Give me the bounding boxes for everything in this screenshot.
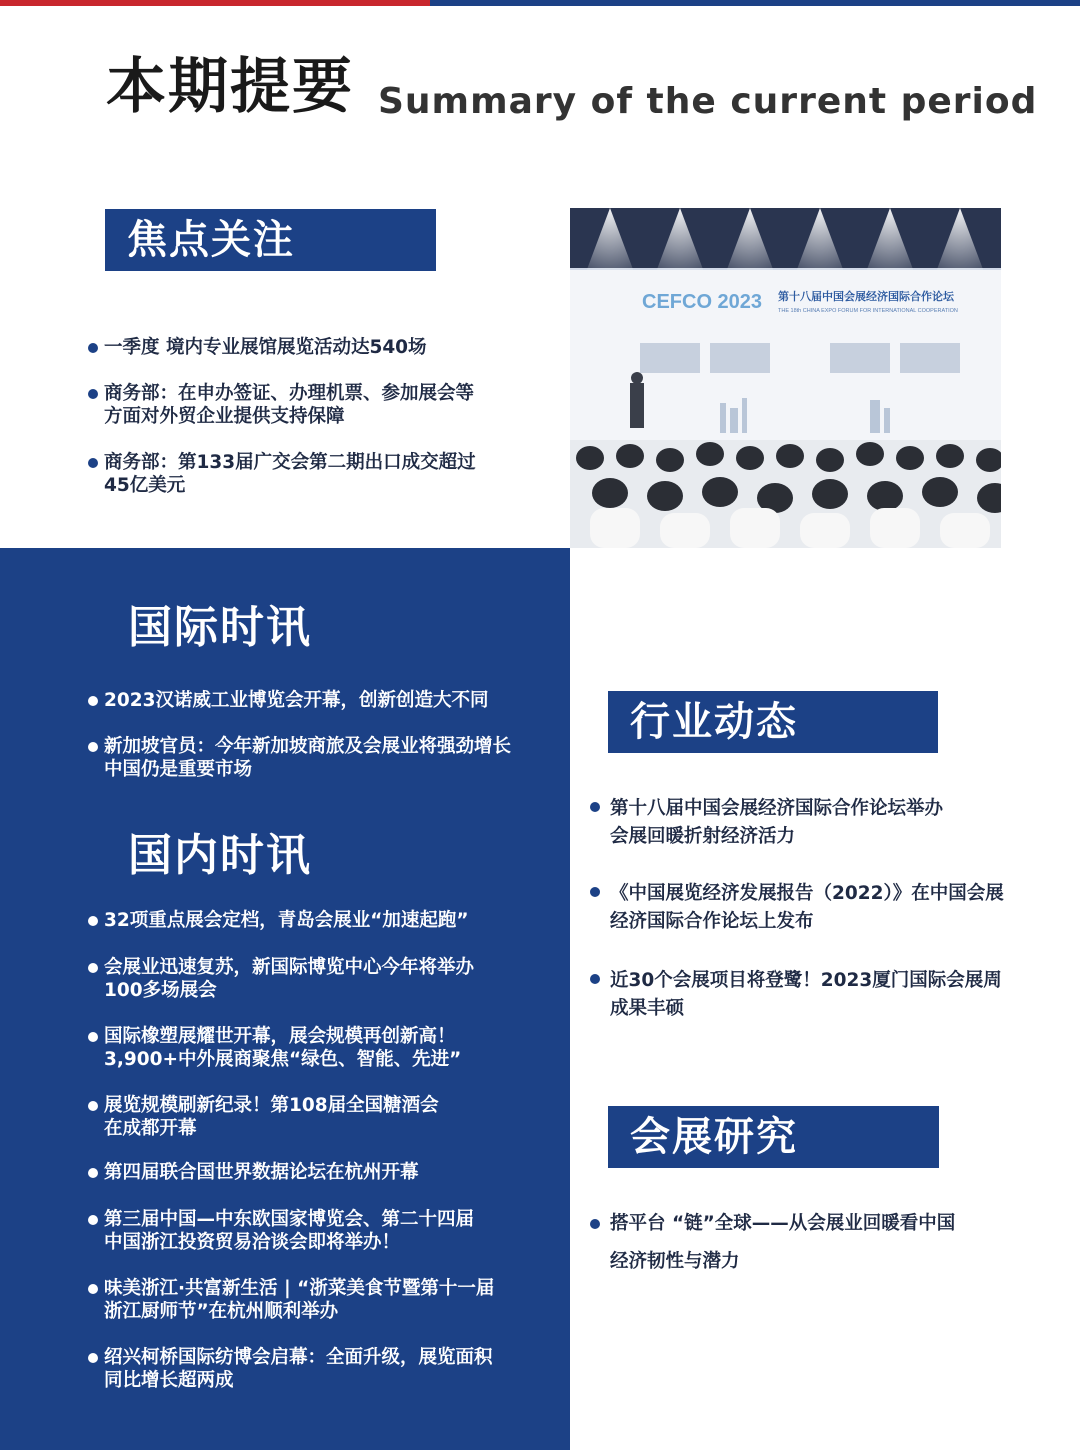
list-item-line: 新加坡官员：今年新加坡商旅及会展业将强劲增长 [104, 736, 512, 757]
focus-section-title: 焦点关注 [105, 209, 436, 271]
top-accent-red [0, 0, 430, 6]
industry-section-title: 行业动态 [608, 691, 938, 753]
list-item-line: 第十八届中国会展经济国际合作论坛举办 [610, 798, 944, 819]
list-item-line: 3,900+中外展商聚焦“绿色、智能、先进” [104, 1049, 462, 1070]
page-title: 本期提要 [106, 52, 354, 122]
bullet-dot-icon [88, 1101, 98, 1111]
list-item-line: 在成都开幕 [104, 1118, 197, 1139]
list-item-line: 经济国际合作论坛上发布 [610, 911, 814, 932]
bullet-dot-icon [590, 974, 600, 984]
domestic-section-title: 国内时讯 [128, 830, 312, 881]
page-subtitle: Summary of the current period [378, 81, 1038, 122]
list-item [88, 1208, 474, 1254]
bullet-dot-icon [88, 963, 98, 973]
bullet-dot-icon [590, 1219, 600, 1229]
list-item-line: 经济韧性与潜力 [610, 1251, 740, 1272]
list-item [88, 1161, 419, 1184]
top-accent-bar [0, 0, 1080, 6]
list-item [88, 956, 474, 1002]
list-item-line: 搭平台 “链”全球——从会展业回暖看中国 [610, 1213, 956, 1234]
list-item [88, 336, 427, 359]
list-item-line: 展览规模刷新纪录！第108届全国糖酒会 [104, 1095, 439, 1116]
list-item [88, 451, 476, 497]
list-item-line: 2023汉诺威工业博览会开幕，创新创造大不同 [104, 690, 489, 711]
international-section-title: 国际时讯 [128, 602, 312, 653]
bullet-dot-icon [88, 1032, 98, 1042]
list-item-line: 浙江厨师节”在杭州顺利举办 [104, 1301, 339, 1322]
list-item-line: 近30个会展项目将登鹭！2023厦门国际会展周 [610, 970, 1002, 991]
list-item-line: 中国浙江投资贸易洽谈会即将举办！ [104, 1232, 401, 1253]
research-section-title: 会展研究 [608, 1106, 939, 1168]
bullet-dot-icon [88, 1284, 98, 1294]
list-item [88, 1346, 493, 1392]
bullet-dot-icon [88, 916, 98, 926]
list-item [590, 880, 1004, 936]
bullet-dot-icon [590, 887, 600, 897]
bullet-dot-icon [88, 742, 98, 752]
list-item-line: 第三届中国—中东欧国家博览会、第二十四届 [104, 1209, 475, 1230]
list-item [88, 1094, 439, 1140]
list-item-line: 国际橡塑展耀世开幕，展会规模再创新高！ [104, 1026, 456, 1047]
bullet-dot-icon [88, 1215, 98, 1225]
list-item [88, 909, 469, 932]
photo-logo-text: CEFCO 2023 [642, 291, 763, 313]
list-item-line: 中国仍是重要市场 [104, 759, 253, 780]
bullet-dot-icon [88, 696, 98, 706]
list-item-line: 第四届联合国世界数据论坛在杭州开幕 [104, 1162, 419, 1183]
list-item-line: 同比增长超两成 [104, 1370, 234, 1391]
list-item [88, 1025, 461, 1071]
photo-banner-cn: 第十八届中国会展经济国际合作论坛 [778, 290, 954, 303]
list-item [88, 382, 474, 428]
photo-banner-en: THE 18th CHINA EXPO FORUM FOR INTERNATIONAL COOPERATION [778, 308, 958, 314]
list-item-line: 45亿美元 [104, 475, 186, 496]
list-item-line: 绍兴柯桥国际纺博会启幕：全面升级，展览面积 [104, 1347, 493, 1368]
list-item-line: 《中国展览经济发展报告（2022）》在中国会展 [610, 883, 1004, 904]
bullet-dot-icon [590, 802, 600, 812]
bullet-dot-icon [88, 343, 98, 353]
list-item [88, 689, 489, 712]
bullet-dot-icon [88, 1353, 98, 1363]
list-item-line: 商务部：第133届广交会第二期出口成交超过 [104, 452, 476, 473]
conference-photo [570, 208, 1001, 548]
list-item-line: 100多场展会 [104, 980, 217, 1001]
list-item [590, 795, 943, 851]
list-item-line: 会展回暖折射经济活力 [610, 826, 796, 847]
top-accent-blue [430, 0, 1080, 6]
bullet-dot-icon [88, 1168, 98, 1178]
list-item-line: 32项重点展会定档，青岛会展业“加速起跑” [104, 910, 469, 931]
bullet-dot-icon [88, 458, 98, 468]
list-item-line: 会展业迅速复苏，新国际博览中心今年将举办 [104, 957, 475, 978]
bullet-dot-icon [88, 389, 98, 399]
list-item [590, 967, 1002, 1023]
list-item-line: 成果丰硕 [610, 998, 685, 1019]
list-item-line: 商务部：在申办签证、办理机票、参加展会等 [104, 383, 475, 404]
list-item-line: 一季度 境内专业展馆展览活动达540场 [104, 337, 427, 358]
list-item-line: 味美浙江·共富新生活 | “浙菜美食节暨第十一届 [104, 1278, 495, 1299]
list-item [590, 1205, 955, 1281]
list-item [88, 735, 511, 781]
list-item-line: 方面对外贸企业提供支持保障 [104, 406, 345, 427]
list-item [88, 1277, 494, 1323]
